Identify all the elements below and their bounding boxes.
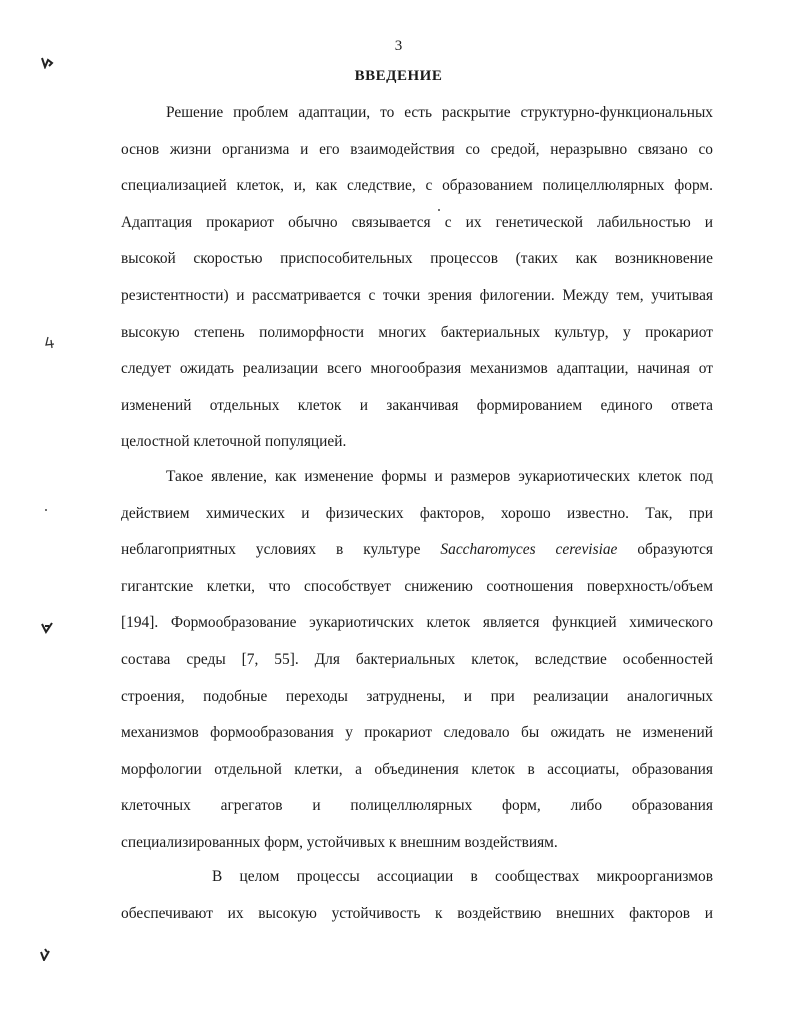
text-line: [194]. Формообразование эукариотичских клеток является функцией химического [121,614,713,632]
margin-mark-icon [40,55,54,69]
text-line: морфологии отдельной клетки, а объединения клеток в ассоциаты, образования [121,760,713,778]
text-line: специализацией клеток, и, как следствие, с образованием полицеллюлярных форм. [121,177,713,195]
text-line: состава среды [7, 55]. Для бактериальных клеток, вследствие особенностей [121,650,713,668]
text-fragment: образуются [637,541,713,559]
text-line: изменений отдельных клеток и заканчивая формированием единого ответа [121,396,713,414]
text-line: строения, подобные переходы затруднены, и при реализации аналогичных [121,687,713,705]
text-line: Решение проблем адаптации, то есть раскрытие структурно-функциональных [166,104,713,121]
margin-mark-icon [44,335,58,349]
margin-mark-icon [38,947,52,961]
species-name: Saccharomyces cerevisiae [440,541,618,559]
speck [45,509,47,511]
text-line: действием химических и физических факторов, хорошо известно. Так, при [121,504,713,522]
text-line: гигантские клетки, что способствует снижению соотношения поверхность/объем [121,577,713,595]
text-line: целостной клеточной популяцией. [121,433,347,451]
paragraph-3 [121,859,713,932]
text-line: Такое явление, как изменение формы и размеров эукариотических клеток под [166,468,713,485]
text-fragment: неблагоприятных условиях в культуре [121,541,421,559]
text-line: Адаптация прокариот обычно связывается с их генетической лабильностью и [121,213,713,231]
text-line: основ жизни организма и его взаимодействия со средой, неразрывно связано со [121,140,713,158]
text-line: резистентности) и рассматривается с точки зрения филогении. Между тем, учитывая [121,286,713,304]
page-number: 3 [394,38,403,54]
paragraph-1 [121,95,713,461]
text-line: клеточных агрегатов и полицеллюлярных форм, либо образования [121,797,713,815]
margin-mark-icon [40,620,54,634]
text-line: обеспечивают их высокую устойчивость к воздействию внешних факторов и [121,904,713,922]
text-line: В целом процессы ассоциации в сообществах микроорганизмов [212,868,713,885]
text-line: механизмов формообразования у прокариот следовало бы ожидать не изменений [121,724,713,742]
section-title: ВВЕДЕНИЕ [354,68,443,84]
paragraph-2 [121,459,713,862]
text-line: высокой скоростью приспособительных процессов (таких как возникновение [121,250,713,268]
text-line [121,532,713,569]
text-line: следует ожидать реализации всего многообразия механизмов адаптации, начиная от [121,360,713,378]
text-line: высокую степень полиморфности многих бактериальных культур, у прокариот [121,323,713,341]
text-line: специализированных форм, устойчивых к внешним воздействиям. [121,833,558,851]
